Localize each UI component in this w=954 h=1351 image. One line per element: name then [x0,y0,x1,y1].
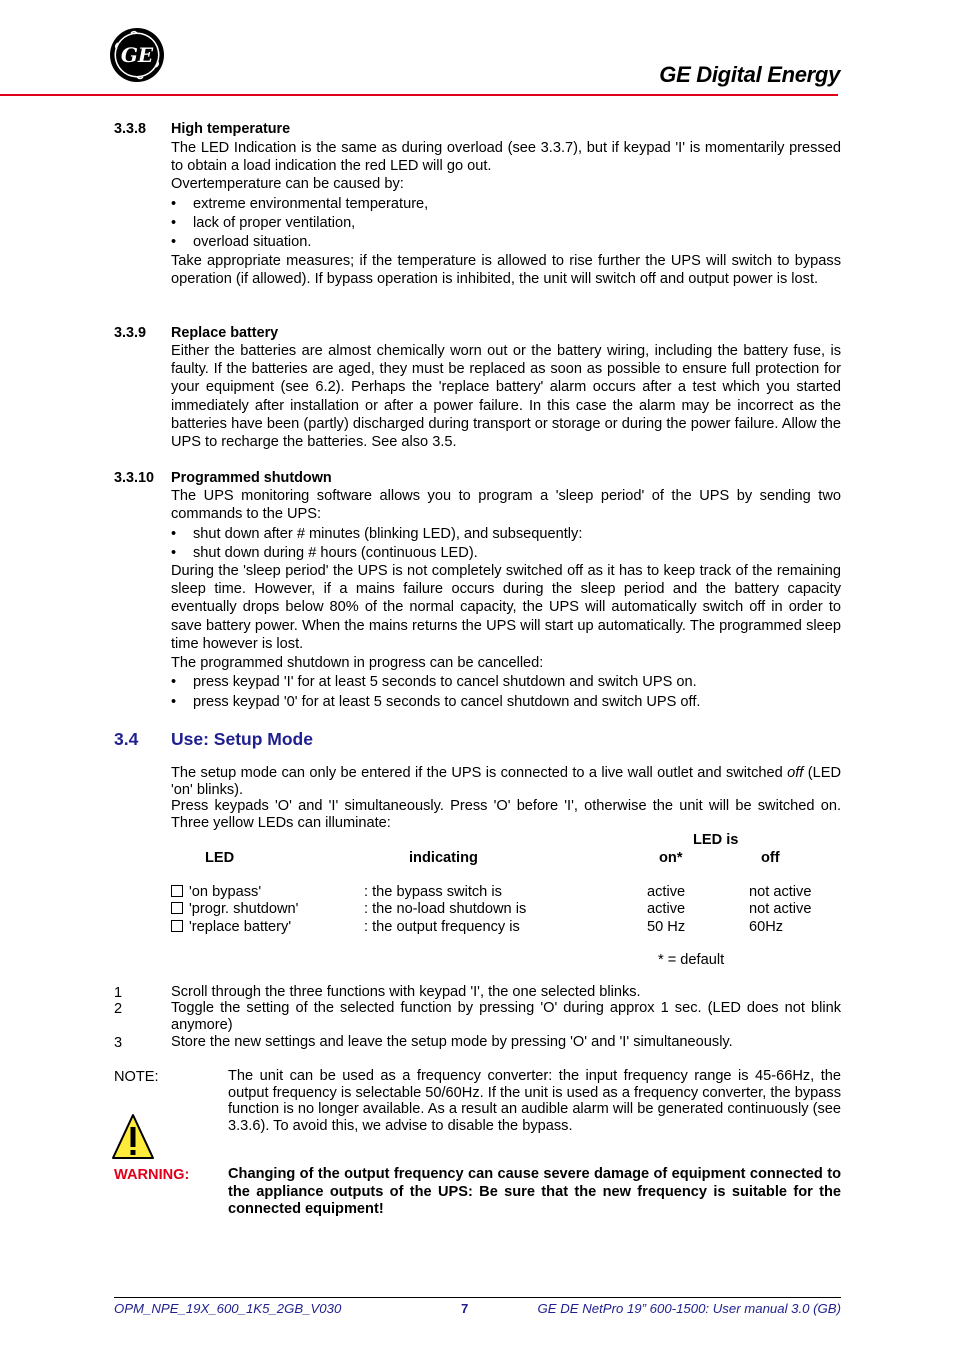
table-cell-off: 60Hz [749,919,784,935]
list-item-text: extreme environmental temperature, [193,196,429,212]
bullet-icon: • [171,674,177,690]
table-cell-on: 50 Hz [647,919,686,935]
paragraph: Press keypads 'O' and 'I' simultaneously. Press 'O' before 'I', otherwise the unit will be switched on. Three yellow LEDs can illuminate: [171,798,841,831]
step-text: Scroll through the three functions with keypad 'I', the one selected blinks. [171,984,641,1000]
table-header-on: on* [659,850,683,866]
ge-logo-icon [109,27,165,83]
checkbox-icon [171,902,183,914]
list-item-text: shut down after # minutes (blinking LED), and subsequently: [193,526,583,542]
note-text: The unit can be used as a frequency converter: the input frequency range is 45-66Hz, the output frequency is selectable 50/60Hz. If the unit is used as a frequency converter, the bypass function is no longer available. As a result an audible alarm will be generated continuously (see 3.3.6). To avoid this, we advise to disable the bypass. [228,1068,841,1134]
step-number: 2 [114,1001,123,1017]
checkbox-icon [171,920,183,932]
paragraph: The LED Indication is the same as during overload (see 3.3.7), but if keypad 'I' is momentarily pressed to obtain a load indication the red LED will go out. [171,140,841,175]
led-name: 'on bypass' [189,884,262,900]
bullet-icon: • [171,545,177,561]
list-item-text: overload situation. [193,234,312,250]
section-number: 3.3.9 [114,325,147,341]
table-cell-indicating: : the output frequency is [364,919,520,935]
table-cell-on: active [647,884,686,900]
paragraph: Take appropriate measures; if the temperature is allowed to rise further the UPS will switch to bypass operation (if allowed). If bypass operation is inhibited, the unit will switch off and output power is lost. [171,253,841,288]
led-name: 'replace battery' [189,919,292,935]
footer-rule [114,1297,841,1298]
footer-manual-title: GE DE NetPro 19” 600-1500: User manual 3.0 (GB) [537,1301,841,1316]
table-cell-indicating: : the no-load shutdown is [364,901,527,917]
heading-title: Use: Setup Mode [171,729,313,749]
bullet-icon: • [171,196,177,212]
heading-number: 3.4 [114,729,139,749]
table-cell-off: not active [749,884,812,900]
table-cell-indicating: : the bypass switch is [364,884,502,900]
paragraph: Either the batteries are almost chemically worn out or the battery wiring, including the battery fuse, is faulty. If the batteries are aged, they must be replaced as soon as possible to ensure full protection for your equipment (see 6.2). Perhaps the 'replace battery' alarm occurs after a test which you started immediately after installation or after a power failure. In this case the alarm may be incorrect as the batteries have been (partly) discharged during transport or storage or during the power failure. Allow the UPS to recharge the batteries. See also 3.5. [171,343,841,451]
ge-logo-text: GE [120,43,154,67]
table-cell-led [171,900,298,918]
step-text: Toggle the setting of the selected function by pressing 'O' during approx 1 sec. (LED does not blink anymore) [171,1000,841,1033]
bullet-icon: • [171,234,177,250]
checkbox-icon [171,885,183,897]
section-title: Replace battery [171,325,279,341]
bullet-icon: • [171,526,177,542]
emphasis-text: off [787,765,804,781]
footer-doc-id: OPM_NPE_19X_600_1K5_2GB_V030 [114,1301,342,1316]
table-header-led: LED [205,850,235,866]
bullet-icon: • [171,694,177,710]
section-title: Programmed shutdown [171,470,332,486]
paragraph: The programmed shutdown in progress can be cancelled: [171,655,544,671]
list-item-text: press keypad '0' for at least 5 seconds to cancel shutdown and switch UPS off. [193,694,701,710]
note-label: NOTE: [114,1069,159,1085]
bullet-icon: • [171,215,177,231]
list-item-text: lack of proper ventilation, [193,215,356,231]
led-name: 'progr. shutdown' [189,901,299,917]
section-number: 3.3.10 [114,470,155,486]
step-text: Store the new settings and leave the setup mode by pressing 'O' and 'I' simultaneously. [171,1034,733,1050]
table-cell-led [171,918,291,936]
list-item-text: shut down during # hours (continuous LED). [193,545,478,561]
warning-text: Changing of the output frequency can cause severe damage of equipment connected to the appliance outputs of the UPS: Be sure that the new frequency is suitable for the connected equipment! [228,1166,841,1217]
table-cell-on: active [647,901,686,917]
table-group-header: LED is [693,832,739,848]
table-cell-led [171,883,261,901]
paragraph: The UPS monitoring software allows you to program a 'sleep period' of the UPS by sending two commands to the UPS: [171,488,841,523]
paragraph: Overtemperature can be caused by: [171,176,404,192]
warning-triangle-icon [111,1112,155,1162]
warning-label: WARNING: [114,1167,190,1183]
list-item-text: press keypad 'I' for at least 5 seconds to cancel shutdown and switch UPS on. [193,674,697,690]
footer-page-number: 7 [461,1301,469,1316]
paragraph-text: The setup mode can only be entered if the UPS is connected to a live wall outlet and switched [171,765,788,781]
paragraph-text: (LED 'on' blinks). [171,765,841,798]
table-cell-off: not active [749,901,812,917]
paragraph: During the 'sleep period' the UPS is not completely switched off as it has to keep track of the remaining sleep time. However, if a mains failure occurs during the sleep period and the battery capacity eventually drops below 80% of the normal capacity, the UPS will automatically switch off in order to save battery power. When the mains returns the UPS will start up automatically. The programmed sleep time however is lost. [171,563,841,652]
section-title: High temperature [171,121,291,137]
brand-title: GE Digital Energy [659,62,840,87]
header-rule [0,94,838,96]
table-header-off: off [761,850,780,866]
table-footnote: * = default [658,952,725,968]
step-number: 3 [114,1035,123,1051]
step-number: 1 [114,985,123,1001]
table-header-indicating: indicating [409,850,478,866]
section-number: 3.3.8 [114,121,147,137]
paragraph [171,765,841,798]
